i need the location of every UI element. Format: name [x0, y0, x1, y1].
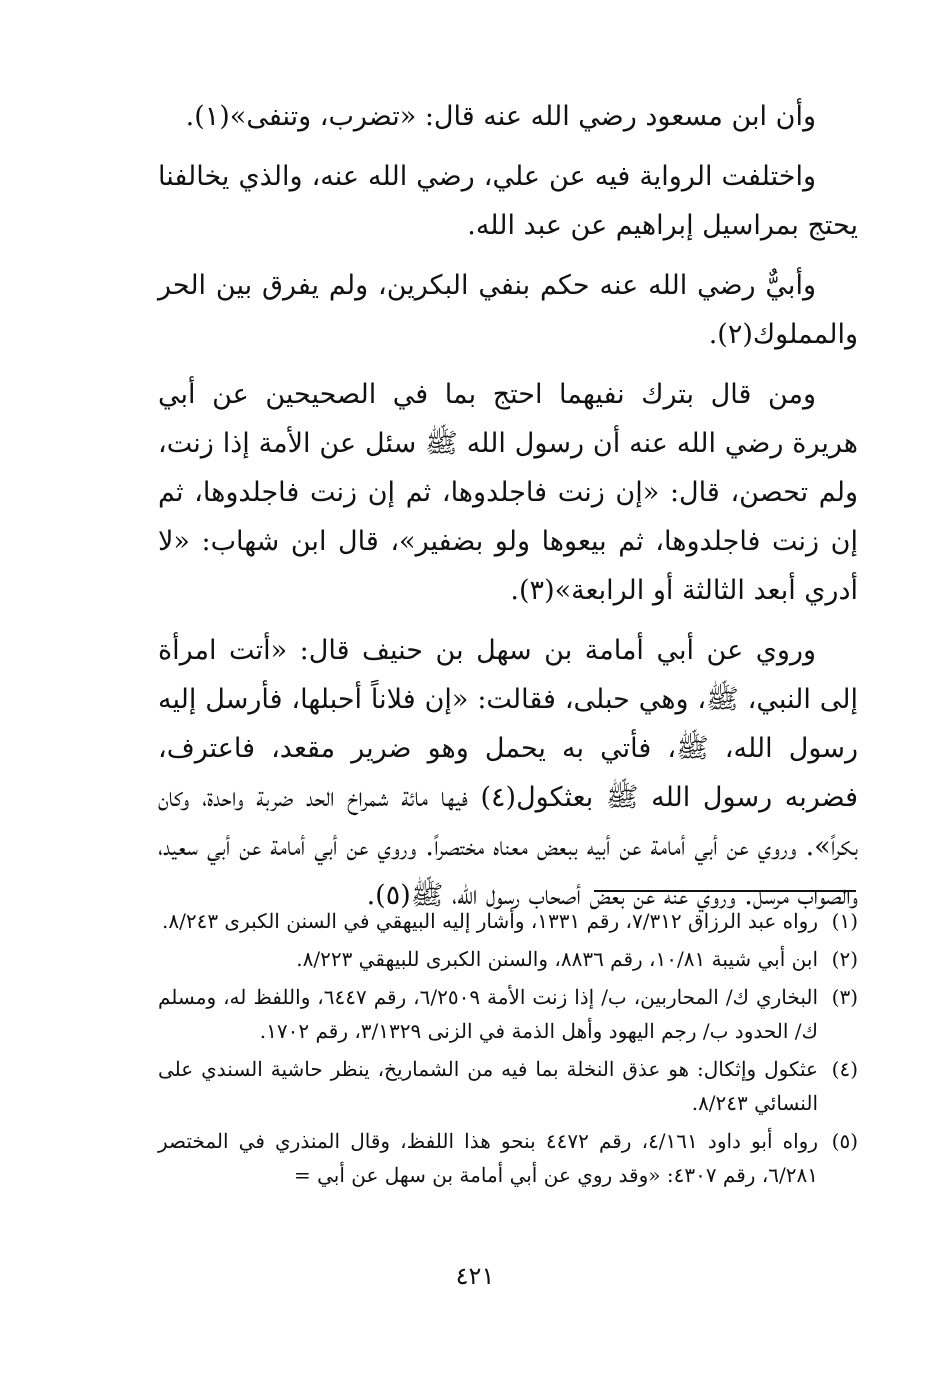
- footnote: [158, 980, 858, 1048]
- page-body: [158, 92, 858, 931]
- footnotes: [158, 904, 858, 1196]
- footnote-number: (٥): [831, 1129, 858, 1153]
- footnote-number: (٢): [831, 947, 858, 971]
- paragraph: وأبيٌّ رضي الله عنه حكم بنفي البكرين، ولم يفرق بين الحر والمملوك(٢).: [158, 270, 858, 350]
- footnote-text: ابن أبي شيبة ١٠/٨١، رقم ٨٨٣٦، والسنن الكبرى للبيهقي ٨/٢٢٣.: [296, 947, 818, 971]
- footnote-text: رواه عبد الرزاق ٧/٣١٢، رقم ١٣٣١، وأشار إليه البيهقي في السنن الكبرى ٨/٢٤٣.: [162, 909, 818, 933]
- footnote-number: (٤): [831, 1057, 858, 1081]
- footnote-text: عثكول وإثكال: هو عذق النخلة بما فيه من الشماريخ، ينظر حاشية السندي على النسائي ٨/٢٤٣.: [158, 1057, 818, 1115]
- paragraph: ومن قال بترك نفيهما احتج بما في الصحيحين عن أبي هريرة رضي الله عنه أن رسول الله ﷺ سئل عن الأمة إذا زنت، ولم تحصن، قال: «إن زنت فاجلدوها، ثم إن زنت فاجلدوها، ثم إن زنت فاجلدوها، ثم بيعوها ولو بضفير»، قال ابن شهاب: «لا أدري أبعد الثالثة أو الرابعة»(٣).: [158, 379, 858, 606]
- footnote-number: (١): [831, 909, 858, 933]
- footnote-divider: [594, 890, 856, 892]
- footnote: [158, 1124, 858, 1192]
- page-number: ٤٢١: [455, 1262, 495, 1290]
- footnote: [158, 942, 858, 976]
- footnote: [158, 1052, 858, 1120]
- paragraph: واختلفت الرواية فيه عن علي، رضي الله عنه، والذي يخالفنا يحتج بمراسيل إبراهيم عن عبد الله.: [158, 161, 858, 241]
- footnote-text: البخاري ك/ المحاربين، ب/ إذا زنت الأمة ٦/٢٥٠٩، رقم ٦٤٤٧، واللفظ له، ومسلم ك/ الحدود ب/ رجم اليهود وأهل الذمة في الزنى ٣/١٣٢٩، رقم ١٧٠٢.: [158, 985, 818, 1043]
- paragraph: وأن ابن مسعود رضي الله عنه قال: «تضرب، وتنفى»(١).: [185, 101, 816, 132]
- footnote: [158, 904, 858, 938]
- main-text: [158, 92, 858, 920]
- paragraph: وروي عن أبي أمامة بن سهل بن حنيف قال: «أتت امرأة إلى النبي، ﷺ، وهي حبلى، فقالت: «إن فلاناً أحبلها، فأرسل إليه رسول الله، ﷺ، فأتي به يحمل وهو ضرير مقعد، فاعترف، فضربه رسول الله ﷺ بعثكول(٤) فيها مائة شمراخ الحد ضربة واحدة، وكان بكراً». وروي عن أبي أمامة عن أبيه ببعض معناه مختصراً. وروي عن أبي أمامة عن أبي سعيد، والصواب مرسل. وروي عنه عن بعض أصحاب رسول الله، ﷺ(٥).: [158, 635, 858, 911]
- footnote-text: رواه أبو داود ٤/١٦١، رقم ٤٤٧٢ بنحو هذا اللفظ، وقال المنذري في المختصر ٦/٢٨١، رقم ٤٣٠٧: «وقد روي عن أبي أمامة بن سهل عن أبي =: [158, 1129, 818, 1187]
- footnote-number: (٣): [831, 985, 858, 1009]
